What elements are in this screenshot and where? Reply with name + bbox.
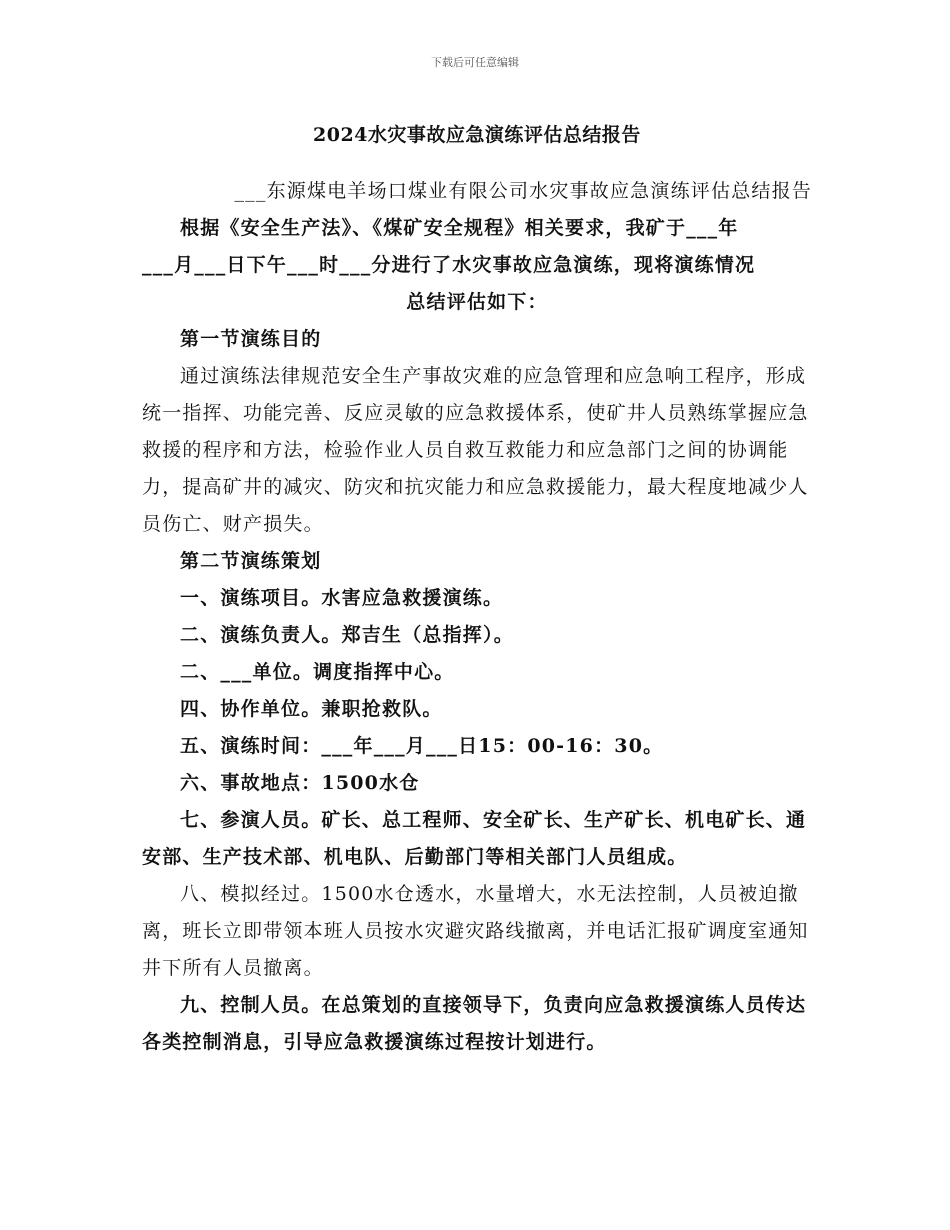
list-item-4: 四、协作单位。兼职抢救队。	[180, 698, 443, 720]
document-title: 2024水灾事故应急演练评估总结报告	[313, 124, 641, 146]
intro-line-3: 总结评估如下：	[406, 291, 548, 313]
section-1-heading: 第一节演练目的	[180, 328, 322, 350]
document-body	[142, 120, 812, 1061]
intro-line-2: ___月___日下午___时___分进行了水灾事故应急演练，现将演练情况	[142, 254, 756, 276]
list-item-7: 七、参演人员。矿长、总工程师、安全矿长、生产矿长、机电矿长、通安部、生产技术部、机电队、后勤部门等相关部门人员组成。	[142, 809, 807, 868]
list-item-5: 五、演练时间：___年___月___日15：00-16：30。	[180, 735, 664, 757]
list-item-1: 一、演练项目。水害应急救援演练。	[180, 587, 504, 609]
list-item-9: 九、控制人员。在总策划的直接领导下，负责向应急救援演练人员传达各类控制消息，引导应急救援演练过程按计划进行。	[142, 994, 807, 1053]
section-2-heading: 第二节演练策划	[180, 550, 322, 572]
header-note: 下载后可任意编辑	[431, 56, 519, 69]
list-item-8: 八、模拟经过。1500水仓透水，水量增大，水无法控制，人员被迫撤离，班长立即带领本班人员按水灾避灾路线撤离，并电话汇报矿调度室通知井下所有人员撤离。	[142, 883, 809, 979]
section-1-body: 通过演练法律规范安全生产事故灾难的应急管理和应急响工程序，形成统一指挥、功能完善、反应灵敏的应急救援体系，使矿井人员熟练掌握应急救援的程序和方法，检验作业人员自救互救能力和应急部门之间的协调能力，提高矿井的减灾、防灾和抗灾能力和应急救援能力，最大程度地减少人员伤亡、财产损失。	[142, 365, 809, 535]
list-item-3: 二、___单位。调度指挥中心。	[180, 661, 455, 683]
list-item-6: 六、事故地点：1500水仓	[180, 772, 420, 794]
list-item-2: 二、演练负责人。郑吉生（总指挥）。	[180, 624, 514, 646]
intro-line-1: 根据《安全生产法》、《煤矿安全规程》相关要求，我矿于___年	[180, 217, 739, 239]
document-subtitle: ___东源煤电羊场口煤业有限公司水灾事故应急演练评估总结报告	[234, 180, 812, 202]
